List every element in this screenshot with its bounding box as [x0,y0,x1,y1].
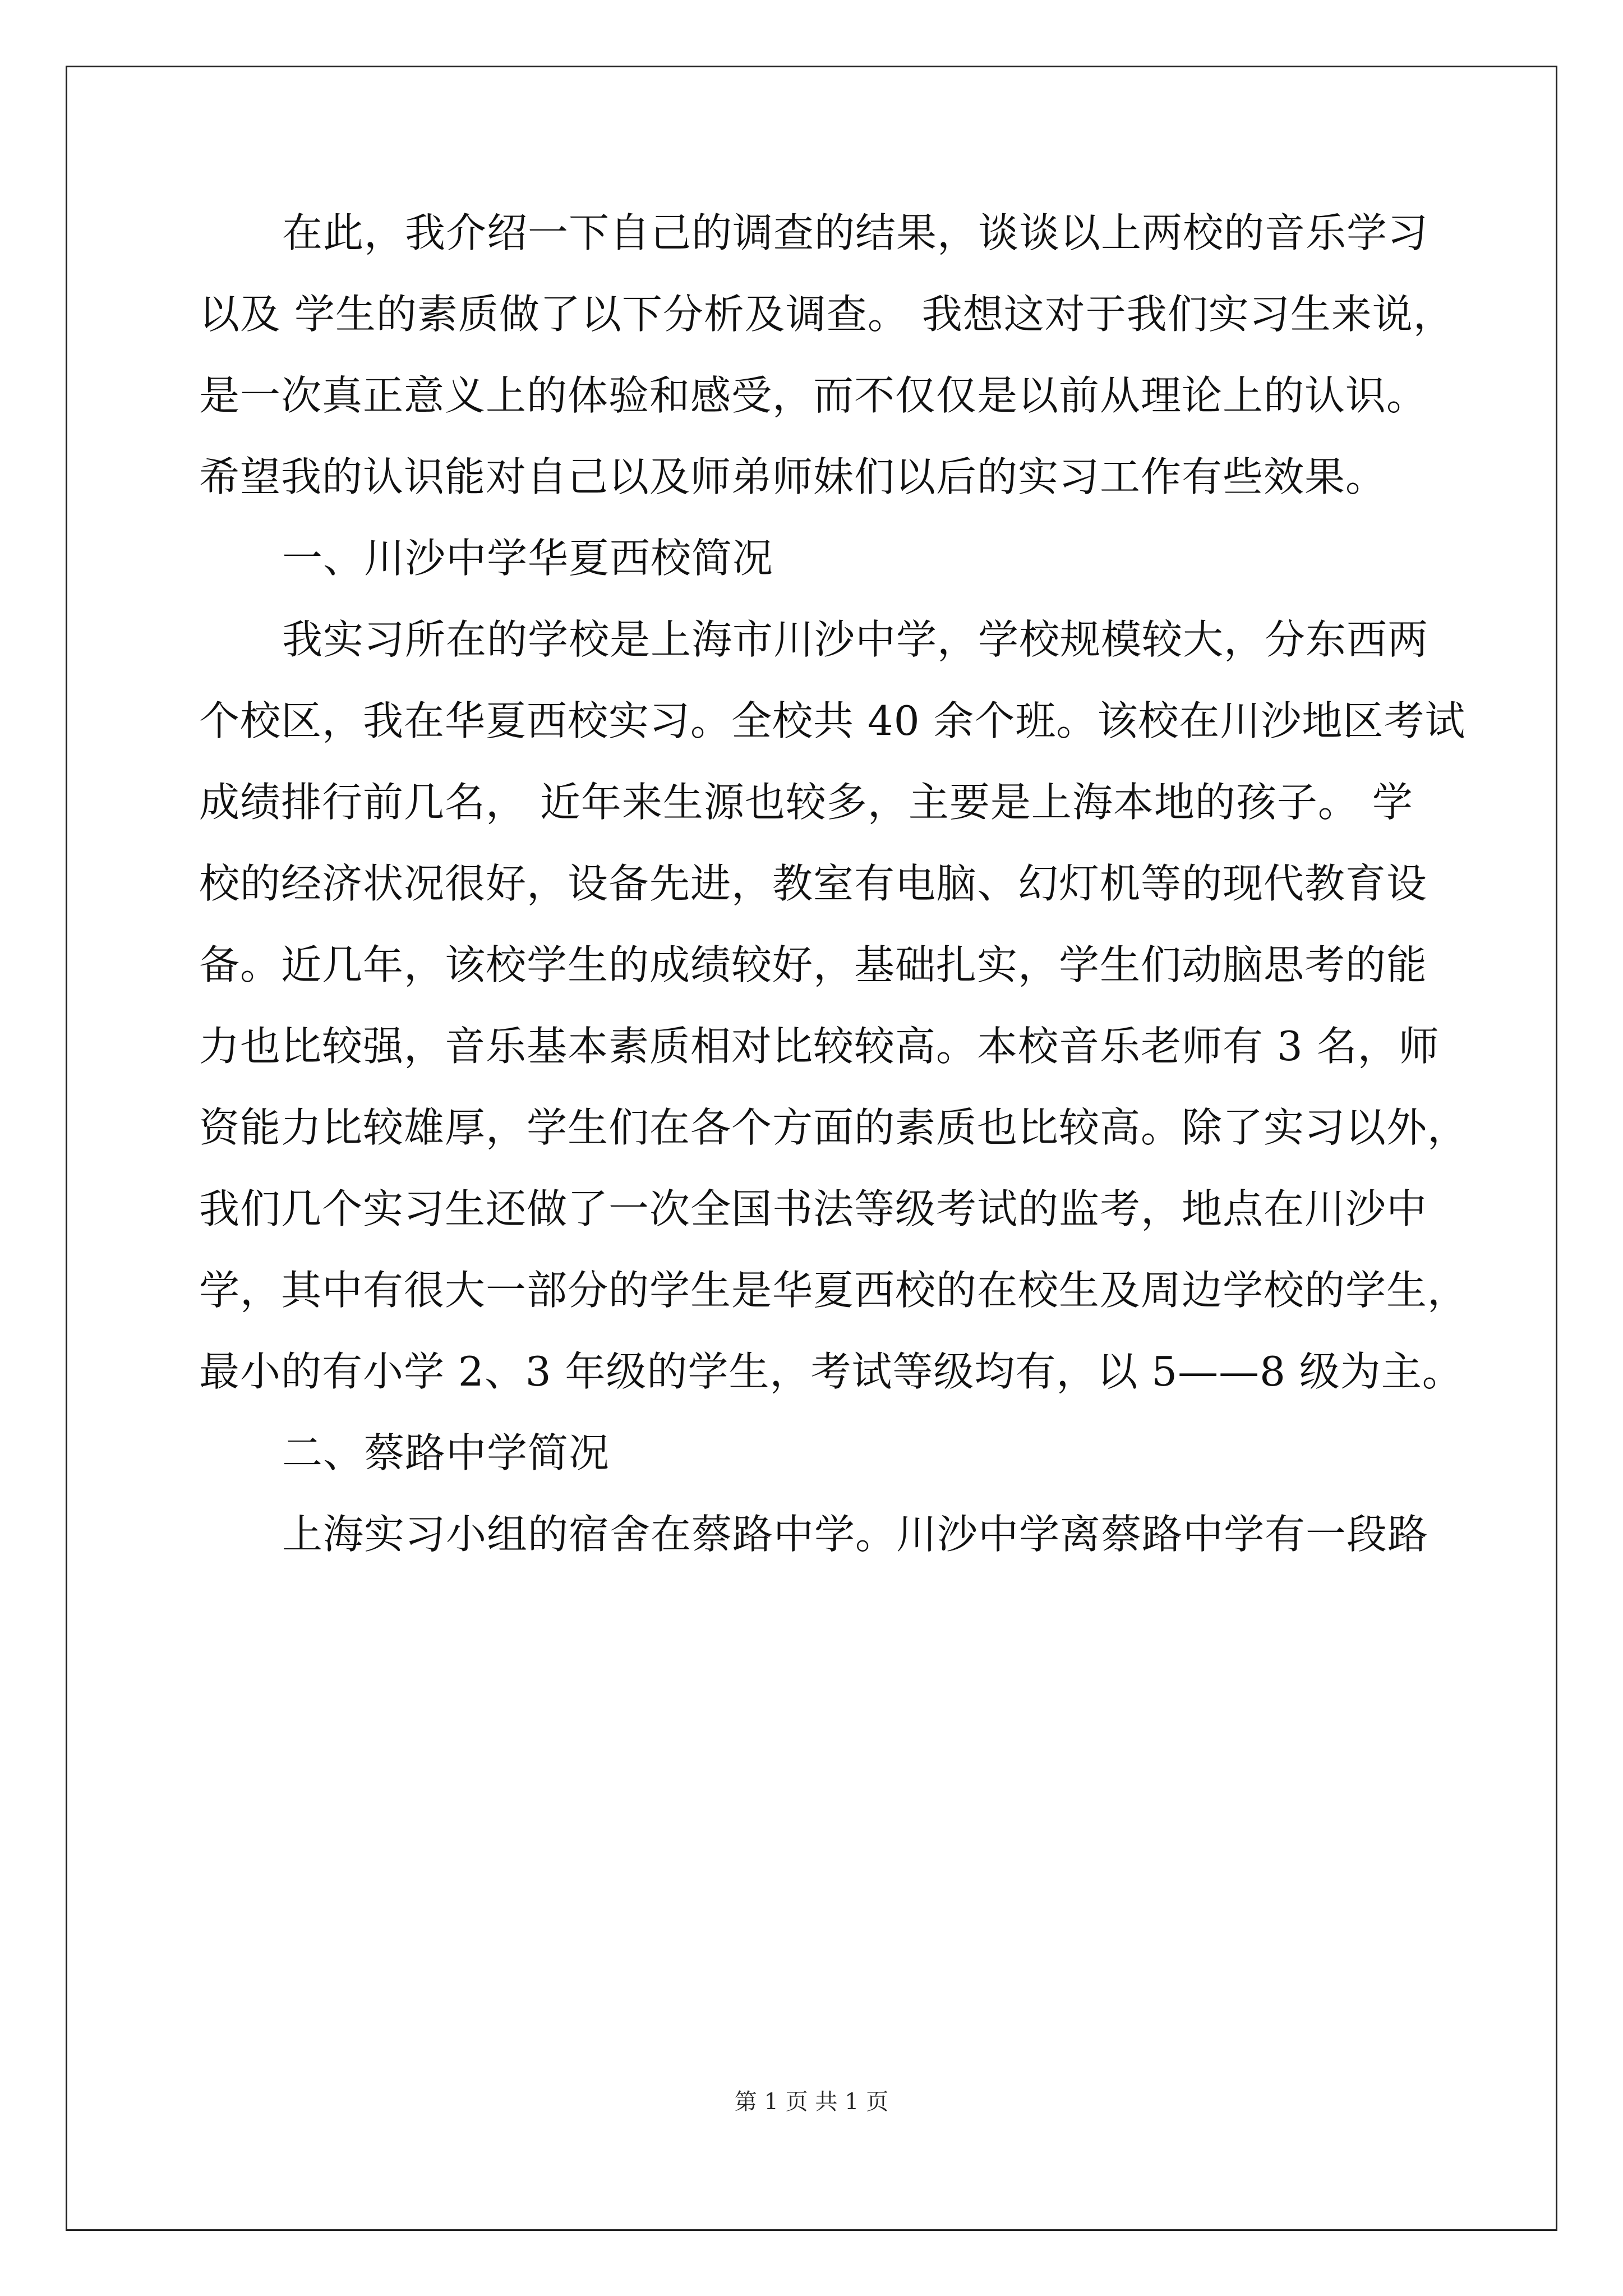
page-number-footer: 第 1 页 共 1 页 [734,2089,889,2115]
paragraph-line: 上海实习小组的宿舍在蔡路中学。川沙中学离蔡路中学有一段路 [282,1511,1429,1558]
paragraph-line: 学，其中有很大一部分的学生是华夏西校的在校生及周边学校的学生， [199,1267,1469,1314]
paragraph-line: 我们几个实习生还做了一次全国书法等级考试的监考，地点在川沙中 [199,1185,1428,1232]
paragraph-line: 成绩排行前几名， 近年来生源也较多，主要是上海本地的孩子。 学 [199,779,1413,826]
paragraph-line: 个校区，我在华夏西校实习。全校共 40 余个班。该校在川沙地区考试 [199,697,1466,744]
paragraph-line: 备。近几年，该校学生的成绩较好，基础扎实，学生们动脑思考的能 [199,941,1428,988]
paragraph-line: 在此，我介绍一下自己的调查的结果，谈谈以上两校的音乐学习 [282,209,1429,256]
paragraph-line: 校的经济状况很好，设备先进，教室有电脑、幻灯机等的现代教育设 [199,860,1428,907]
section-heading: 一、川沙中学华夏西校简况 [282,535,774,582]
paragraph-line: 资能力比较雄厚，学生们在各个方面的素质也比较高。除了实习以外， [199,1104,1469,1151]
paragraph-line: 我实习所在的学校是上海市川沙中学，学校规模较大，分东西两 [282,616,1429,663]
paragraph-line: 是一次真正意义上的体验和感受，而不仅仅是以前从理论上的认识。 [199,372,1428,419]
paragraph-line: 力也比较强，音乐基本素质相对比较较高。本校音乐老师有 3 名，师 [199,1023,1440,1070]
paragraph-line: 最小的有小学 2、3 年级的学生，考试等级均有，以 5——8 级为主。 [199,1348,1463,1395]
paragraph-line: 以及 学生的素质做了以下分析及调查。 我想这对于我们实习生来说， [199,291,1454,338]
section-heading: 二、蔡路中学简况 [282,1429,610,1476]
paragraph-line: 希望我的认识能对自己以及师弟师妹们以后的实习工作有些效果。 [199,453,1387,500]
